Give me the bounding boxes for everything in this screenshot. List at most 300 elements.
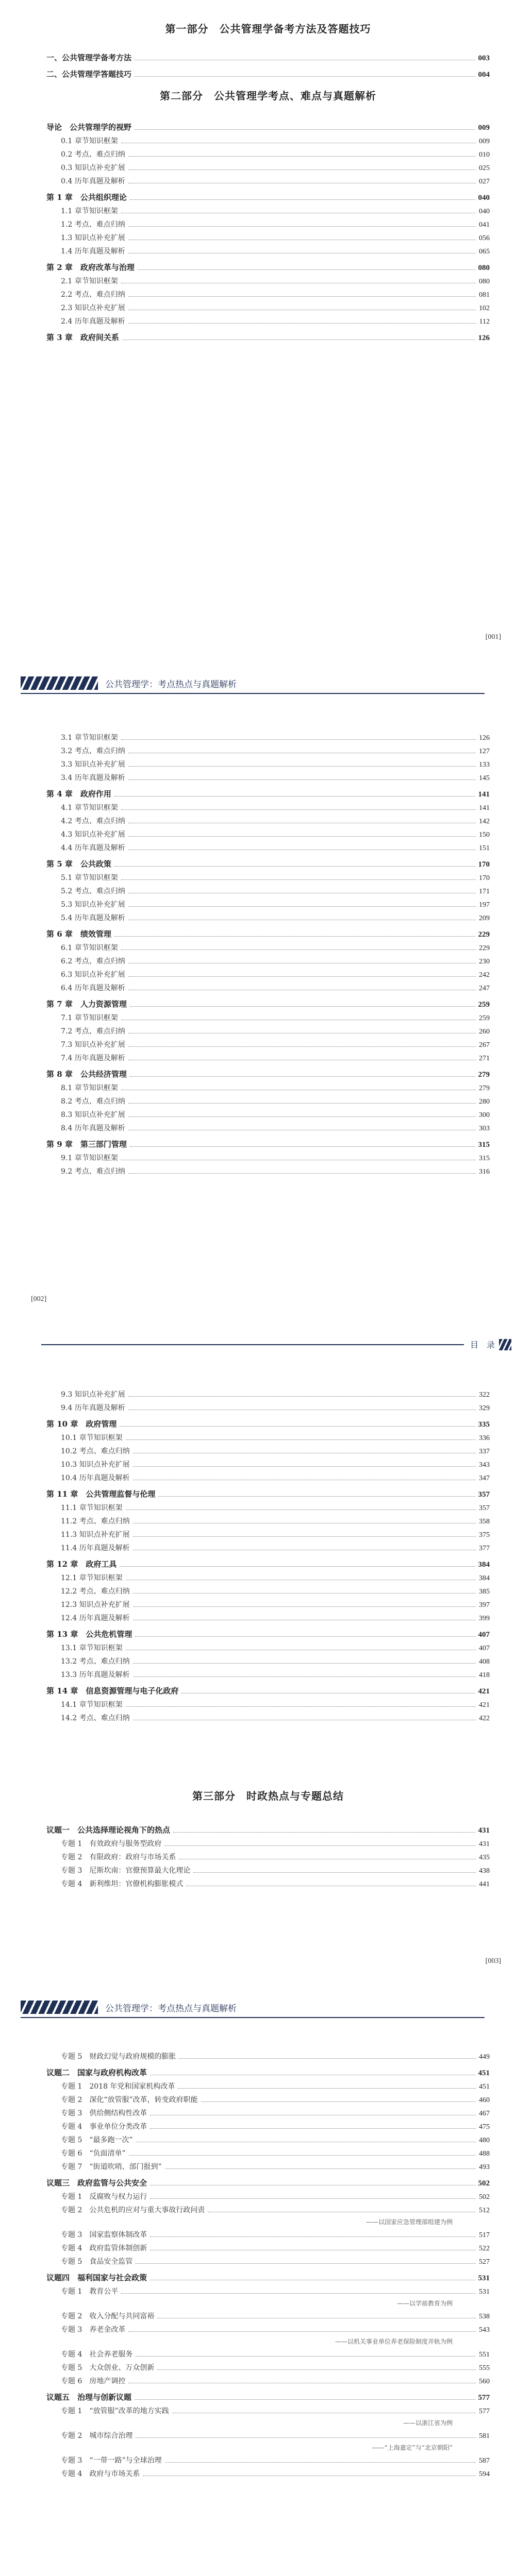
toc-entry[interactable]: [46, 729, 490, 742]
toc-entry-title: 3.1 章节知识框架: [61, 734, 118, 742]
toc-entry-page: 170: [479, 874, 490, 882]
toc-entry[interactable]: [46, 1583, 490, 1596]
toc-entry[interactable]: [46, 2240, 490, 2253]
toc-entry[interactable]: [46, 1456, 490, 1469]
toc-entry-page: 229: [478, 930, 490, 939]
toc-entry[interactable]: [46, 2465, 490, 2479]
toc-entry-title: 专题 3 养老金改革: [61, 2326, 126, 2334]
toc-entry-title: 专题 4 新利维坦：官僚机构膨胀模式: [61, 1880, 184, 1888]
toc-entry-page: 142: [479, 818, 490, 825]
toc-entry-page: 102: [479, 304, 490, 312]
dot-leader: [128, 836, 476, 837]
dot-leader: [114, 866, 475, 867]
page-number: [002]: [31, 1295, 47, 1303]
toc-entry[interactable]: [46, 839, 490, 853]
toc-entry[interactable]: [46, 159, 490, 173]
toc-entry[interactable]: [46, 2091, 490, 2105]
toc-subtitle: [46, 2441, 490, 2452]
part-1-title: 第一部分 公共管理学备考方法及答题技巧: [165, 23, 371, 35]
toc-entry-page: 397: [479, 1601, 490, 1609]
toc-entry[interactable]: [46, 2452, 490, 2465]
running-header: [21, 676, 237, 690]
toc-entry[interactable]: [46, 1639, 490, 1653]
dot-leader: [128, 766, 476, 767]
toc-entry[interactable]: [46, 2078, 490, 2091]
toc-entry[interactable]: [46, 243, 490, 256]
toc-entry-title: 10.2 考点、难点归纳: [61, 1447, 130, 1455]
toc-entry[interactable]: [46, 1469, 490, 1483]
toc-page-1: [0, 0, 532, 662]
toc-entry-page: 449: [479, 2053, 490, 2061]
toc-entry-page: 594: [479, 2470, 490, 2478]
toc-entry-page: 080: [479, 278, 490, 285]
part-3-section: [46, 1788, 490, 1803]
toc-entry-title: 2.4 历年真题及解析: [61, 317, 125, 326]
toc-entry-title: 议题二 国家与政府机构改革: [46, 2068, 147, 2077]
toc-entry-page: 027: [479, 178, 490, 185]
toc-entry[interactable]: [46, 2427, 490, 2441]
toc-entry[interactable]: [46, 216, 490, 229]
toc-entry-page: 230: [479, 958, 490, 965]
dot-leader: [133, 1676, 476, 1677]
toc-entry[interactable]: [46, 2321, 490, 2334]
toc-entry-title: 6.3 知识点补充扩展: [61, 971, 125, 979]
toc-entry-title: 4.1 章节知识框架: [61, 804, 118, 812]
dot-leader: [130, 199, 475, 200]
toc-entry[interactable]: [46, 783, 490, 799]
toc-entry[interactable]: [46, 2105, 490, 2118]
toc-entry[interactable]: [46, 2172, 490, 2188]
toc-entry-page: 375: [479, 1531, 490, 1539]
toc-entry[interactable]: [46, 1666, 490, 1680]
toc-entry[interactable]: [46, 1513, 490, 1526]
toc-entry-title: 专题 2 收入分配与共同富裕: [61, 2312, 155, 2320]
toc-entry[interactable]: [46, 883, 490, 896]
toc-entry-title: 专题 2 城市综合治理: [61, 2432, 133, 2440]
toc-page-3: [0, 1324, 532, 1986]
toc-entry[interactable]: [46, 1163, 490, 1176]
dot-leader: [136, 2263, 476, 2264]
toc-entry[interactable]: [46, 299, 490, 313]
toc-entry[interactable]: [46, 273, 490, 286]
toc-entry-title: 2.1 章节知识框架: [61, 277, 118, 285]
toc-entry-page: 438: [479, 1867, 490, 1875]
toc-entry-page: 056: [479, 234, 490, 242]
toc-entry-title: 专题 6 “负面清单”: [61, 2149, 126, 2158]
toc-entry[interactable]: [46, 1623, 490, 1639]
toc-entry[interactable]: [46, 939, 490, 953]
toc-entry-page: 279: [479, 1084, 490, 1092]
toc-subtitle: [46, 2215, 490, 2226]
toc-entry[interactable]: [46, 313, 490, 326]
dot-leader: [165, 2462, 476, 2463]
toc-entry-page: 502: [479, 2193, 490, 2201]
toc-entry[interactable]: [46, 202, 490, 216]
toc-entry[interactable]: [46, 1862, 490, 1875]
toc-entry-title: 3.2 考点、难点归纳: [61, 747, 125, 755]
dot-leader: [135, 129, 475, 130]
toc-entry[interactable]: [46, 1696, 490, 1709]
toc-entry-title: 第 7 章 人力资源管理: [46, 999, 127, 1009]
toc-entry[interactable]: [46, 1443, 490, 1456]
toc-entry[interactable]: [46, 116, 490, 132]
toc-entry-title: 13.3 历年真题及解析: [61, 1671, 130, 1679]
toc-entry-page: 408: [479, 1658, 490, 1666]
toc-entry[interactable]: [46, 756, 490, 769]
page-number: [003]: [485, 1957, 501, 1965]
toc-entry-title: 4.2 考点、难点归纳: [61, 817, 125, 825]
toc-entry-title: 5.2 考点、难点归纳: [61, 887, 125, 895]
toc-entry-title: 专题 3 国家监察体制改革: [61, 2231, 147, 2239]
toc-entry[interactable]: [46, 826, 490, 839]
toc-entry[interactable]: [46, 2158, 490, 2172]
toc-entry-title: 10.1 章节知识框架: [61, 1434, 123, 1442]
toc-entry-title: 7.2 考点、难点归纳: [61, 1027, 125, 1036]
toc-entry-page: 337: [479, 1448, 490, 1455]
toc-entry-title: 11.4 历年真题及解析: [61, 1544, 130, 1552]
toc-entry-title: 专题 1 教育公平: [61, 2287, 119, 2296]
toc-entry[interactable]: [46, 1553, 490, 1569]
toc-entry[interactable]: [46, 2226, 490, 2240]
toc-entry[interactable]: [46, 1483, 490, 1499]
toc-entry[interactable]: [46, 1063, 490, 1079]
dot-leader: [133, 1466, 476, 1467]
header-mark: 目 录: [470, 1341, 495, 1350]
toc-entry-title: 5.1 章节知识框架: [61, 874, 118, 882]
toc-entry-page: 040: [479, 208, 490, 215]
toc-entry[interactable]: [46, 1653, 490, 1666]
toc-entry[interactable]: [46, 46, 490, 63]
toc-entry[interactable]: [46, 1819, 490, 1835]
dot-leader: [138, 269, 475, 270]
dot-leader: [129, 2155, 476, 2156]
toc-entry[interactable]: [46, 1133, 490, 1149]
toc-entry[interactable]: [46, 2346, 490, 2359]
toc-entry[interactable]: [46, 286, 490, 299]
toc-entry-title: 12.4 历年真题及解析: [61, 1614, 130, 1622]
toc-entry-title: 3.4 历年真题及解析: [61, 774, 125, 782]
toc-entry[interactable]: [46, 1093, 490, 1106]
toc-entry-page: 141: [479, 804, 490, 812]
toc-entry-page: 551: [479, 2351, 490, 2359]
toc-entry[interactable]: [46, 1849, 490, 1862]
toc-entry[interactable]: [46, 1386, 490, 1399]
toc-entry-page: 531: [479, 2288, 490, 2296]
toc-entry-page: 527: [479, 2258, 490, 2266]
toc-entry-page: 315: [479, 1155, 490, 1162]
toc-entry-title: 7.1 章节知识框架: [61, 1014, 118, 1022]
toc-entry[interactable]: [46, 1023, 490, 1036]
toc-entry-title: 2.3 知识点补充扩展: [61, 304, 125, 312]
toc-entry[interactable]: [46, 2359, 490, 2372]
toc-entry[interactable]: [46, 1709, 490, 1723]
dot-leader: [128, 1116, 476, 1117]
toc-entry-page: 151: [479, 844, 490, 852]
toc-subtitle: [46, 2296, 490, 2308]
toc-entry-title: 专题 4 政府与市场关系: [61, 2470, 140, 2478]
toc-entry-title: 4.4 历年真题及解析: [61, 844, 125, 852]
part-2-title: 第二部分 公共管理学考点、难点与真题解析: [160, 90, 376, 102]
header-stripes-decoration: [21, 676, 98, 690]
toc-entry-page: 460: [479, 2096, 490, 2104]
toc-entry-title: 9.1 章节知识框架: [61, 1154, 118, 1162]
toc-entry-page: 267: [479, 1041, 490, 1049]
toc-entry-title: 专题 6 房地产调控: [61, 2377, 126, 2385]
toc-entry-title: 1.1 章节知识框架: [61, 207, 118, 215]
toc-entry-page: 475: [479, 2123, 490, 2131]
toc-entry-title: 第 6 章 绩效管理: [46, 929, 111, 939]
dot-leader: [121, 879, 476, 880]
toc-entry-page: 145: [479, 774, 490, 782]
toc-entry-title: 专题 4 政府监管体制创新: [61, 2244, 147, 2252]
toc-entry[interactable]: [46, 2131, 490, 2145]
toc-entry-title: 9.2 考点、难点归纳: [61, 1167, 125, 1176]
toc-entry-title: 14.2 考点、难点归纳: [61, 1714, 130, 1722]
part-1-section: [46, 21, 490, 36]
toc-entry[interactable]: [46, 326, 490, 343]
toc-page-4: [0, 1986, 532, 2576]
toc-entry[interactable]: [46, 229, 490, 243]
toc-entry-title: 议题五 治理与创新议题: [46, 2393, 132, 2402]
toc-entry-page: 384: [478, 1561, 490, 1569]
toc-entry[interactable]: [46, 1106, 490, 1120]
toc-entry-page: 407: [478, 1631, 490, 1639]
dot-leader: [128, 976, 476, 977]
toc-entry-title: ——“上海嘉定”与“北京朝阳”: [372, 2444, 453, 2451]
toc-entry[interactable]: [46, 953, 490, 966]
header-stripes-decoration: [21, 2001, 98, 2014]
toc-entry[interactable]: [46, 1526, 490, 1539]
toc-entry-page: 065: [479, 248, 490, 256]
toc-entry-page: 229: [479, 944, 490, 952]
toc-entry-title: 第 3 章 政府间关系: [46, 333, 119, 342]
toc-entry[interactable]: [46, 979, 490, 993]
toc-list: [46, 2048, 490, 2479]
toc-entry[interactable]: [46, 2201, 490, 2215]
toc-entry-title: 专题 3 供给侧结构性改革: [61, 2109, 147, 2117]
toc-entry-title: 第 8 章 公共经济管理: [46, 1070, 127, 1079]
toc-entry-page: 407: [479, 1645, 490, 1652]
header-title: 公共管理学：考点热点与真题解析: [105, 679, 237, 689]
toc-entry[interactable]: [46, 2188, 490, 2201]
toc-entry-page: 126: [478, 334, 490, 342]
toc-entry-page: 560: [479, 2378, 490, 2385]
dot-leader: [133, 1606, 476, 1607]
toc-entry-page: 358: [479, 1518, 490, 1526]
dot-leader: [128, 1396, 476, 1397]
toc-entry-title: 8.1 章节知识框架: [61, 1084, 118, 1092]
toc-entry[interactable]: [46, 1399, 490, 1413]
toc-entry[interactable]: [46, 799, 490, 812]
toc-entry-title: 0.2 考点、难点归纳: [61, 150, 125, 159]
toc-entry-title: 10.4 历年真题及解析: [61, 1474, 130, 1482]
toc-entry-title: 4.3 知识点补充扩展: [61, 831, 125, 839]
toc-entry-title: 0.1 章节知识框架: [61, 137, 118, 145]
dot-leader: [114, 936, 475, 937]
toc-entry-title: 议题三 政府监管与公共安全: [46, 2178, 147, 2188]
toc-entry-title: 专题 2 深化“放管服”改革，转变政府职能: [61, 2096, 198, 2104]
toc-entry-page: 303: [479, 1125, 490, 1132]
toc-entry-page: 300: [479, 1111, 490, 1119]
toc-entry-page: 347: [479, 1475, 490, 1482]
toc-entry-page: 384: [479, 1574, 490, 1582]
toc-entry[interactable]: [46, 869, 490, 883]
toc-entry-title: 12.3 知识点补充扩展: [61, 1601, 130, 1609]
toc-page-2: [0, 662, 532, 1324]
toc-entry[interactable]: [46, 742, 490, 756]
dot-leader: [173, 1832, 475, 1833]
dot-leader: [128, 2331, 476, 2332]
toc-entry-title: 议题一 公共选择理论视角下的热点: [46, 1825, 171, 1835]
toc-entry[interactable]: [46, 1036, 490, 1049]
toc-entry[interactable]: [46, 1009, 490, 1023]
toc-entry-page: 577: [479, 2408, 490, 2415]
toc-entry-page: 197: [479, 901, 490, 909]
toc-entry-page: 421: [478, 1687, 490, 1696]
toc-entry[interactable]: [46, 2308, 490, 2321]
toc-entry[interactable]: [46, 1413, 490, 1429]
toc-entry[interactable]: [46, 923, 490, 939]
dot-leader: [136, 2356, 476, 2357]
toc-entry[interactable]: [46, 1609, 490, 1623]
toc-entry[interactable]: [46, 1429, 490, 1443]
running-header: [41, 1338, 511, 1350]
toc-entry-page: 316: [479, 1168, 490, 1176]
toc-entry-title: 第 11 章 公共管理监督与伦理: [46, 1489, 156, 1499]
toc-entry[interactable]: [46, 1049, 490, 1063]
toc-entry-title: 专题 3 “一带一路”与全球治理: [61, 2456, 162, 2465]
toc-entry-page: 009: [479, 138, 490, 145]
toc-entry-title: 1.4 历年真题及解析: [61, 247, 125, 256]
toc-entry-title: 第 4 章 政府作用: [46, 789, 111, 799]
toc-entry[interactable]: [46, 186, 490, 202]
toc-subtitle: [46, 2334, 490, 2346]
dot-leader: [133, 1593, 476, 1594]
toc-entry[interactable]: [46, 1499, 490, 1513]
toc-entry[interactable]: [46, 1079, 490, 1093]
toc-list: [46, 116, 490, 343]
toc-entry-page: 209: [479, 914, 490, 922]
toc-entry-page: 488: [479, 2150, 490, 2158]
toc-entry-page: 335: [478, 1420, 490, 1429]
dot-leader: [135, 76, 475, 77]
toc-entry-page: 126: [479, 734, 490, 742]
toc-entry[interactable]: [46, 993, 490, 1009]
toc-entry-title: 专题 4 事业单位分类改革: [61, 2123, 147, 2131]
toc-entry-title: 1.3 知识点补充扩展: [61, 234, 125, 242]
running-header: [21, 2001, 237, 2014]
toc-entry[interactable]: [46, 1875, 490, 1889]
toc-subtitle: [46, 2416, 490, 2427]
toc-entry[interactable]: [46, 1596, 490, 1609]
dot-leader: [158, 1496, 475, 1497]
toc-entry[interactable]: [46, 2283, 490, 2296]
toc-entry[interactable]: [46, 853, 490, 869]
toc-entry[interactable]: [46, 2145, 490, 2158]
toc-entry-page: 581: [479, 2432, 490, 2440]
toc-list: [46, 46, 490, 79]
dot-leader: [128, 1103, 476, 1104]
toc-entry-title: 第 10 章 政府管理: [46, 1419, 117, 1429]
part-3-title: 第三部分 时政热点与专题总结: [192, 1790, 344, 1802]
toc-entry-page: 040: [478, 194, 490, 202]
toc-entry-page: 112: [479, 318, 490, 326]
toc-entry[interactable]: [46, 2253, 490, 2266]
toc-entry-page: 009: [478, 124, 490, 132]
toc-entry[interactable]: [46, 63, 490, 79]
toc-entry-title: 11.3 知识点补充扩展: [61, 1531, 130, 1539]
toc-entry[interactable]: [46, 2372, 490, 2386]
toc-entry-page: 399: [479, 1615, 490, 1622]
toc-entry[interactable]: [46, 173, 490, 186]
toc-entry-title: 6.2 考点、难点归纳: [61, 957, 125, 965]
toc-entry-page: 315: [478, 1141, 490, 1149]
toc-entry-page: 502: [478, 2179, 490, 2188]
toc-entry[interactable]: [46, 2402, 490, 2416]
toc-entry-page: 418: [479, 1671, 490, 1679]
dot-leader: [126, 1439, 476, 1440]
toc-entry-title: 专题 2 公共危机的应对与重大事故行政问责: [61, 2206, 205, 2214]
toc-entry[interactable]: [46, 1569, 490, 1583]
toc-entry-title: 第 12 章 政府工具: [46, 1560, 117, 1569]
toc-entry[interactable]: [46, 2061, 490, 2078]
toc-entry-page: 127: [479, 748, 490, 755]
toc-entry[interactable]: [46, 2048, 490, 2061]
dot-leader: [121, 2293, 476, 2294]
toc-entry-page: 421: [479, 1701, 490, 1709]
toc-entry[interactable]: [46, 812, 490, 826]
toc-entry[interactable]: [46, 769, 490, 783]
toc-entry[interactable]: [46, 132, 490, 146]
toc-entry-page: 422: [479, 1715, 490, 1722]
toc-entry-title: 专题 7 “街道吹哨、部门报到”: [61, 2163, 162, 2171]
toc-entry-title: 第 1 章 公共组织理论: [46, 193, 127, 202]
toc-entry-page: 377: [479, 1545, 490, 1552]
dot-leader: [150, 2128, 476, 2129]
toc-entry[interactable]: [46, 146, 490, 159]
toc-entry[interactable]: [46, 896, 490, 909]
header-stripes-decoration: [499, 1339, 511, 1350]
toc-entry[interactable]: [46, 2118, 490, 2131]
toc-entry-title: 二、公共管理学答题技巧: [46, 70, 132, 79]
dot-leader: [193, 1872, 476, 1873]
toc-entry-page: 041: [479, 221, 490, 229]
toc-entry-page: 171: [479, 888, 490, 895]
dot-leader: [120, 1566, 475, 1567]
toc-entry[interactable]: [46, 2386, 490, 2402]
toc-entry[interactable]: [46, 2266, 490, 2283]
toc-entry-title: 一、公共管理学备考方法: [46, 53, 132, 62]
toc-entry[interactable]: [46, 966, 490, 979]
toc-entry[interactable]: [46, 1835, 490, 1849]
toc-entry[interactable]: [46, 256, 490, 273]
toc-entry-title: 专题 5 食品安全监管: [61, 2258, 133, 2266]
header-rule: [21, 2017, 485, 2018]
toc-entry-page: 259: [479, 1014, 490, 1022]
toc-entry[interactable]: [46, 1539, 490, 1553]
header-rule: [21, 693, 485, 694]
toc-entry-page: 336: [479, 1434, 490, 1442]
toc-entry-page: 357: [479, 1504, 490, 1512]
toc-entry-title: 第 9 章 第三部门管理: [46, 1140, 127, 1149]
toc-entry[interactable]: [46, 1120, 490, 1133]
toc-entry[interactable]: [46, 1149, 490, 1163]
toc-entry-title: 第 2 章 政府改革与治理: [46, 263, 135, 272]
dot-leader: [120, 1426, 475, 1427]
toc-entry[interactable]: [46, 909, 490, 923]
toc-entry[interactable]: [46, 1680, 490, 1696]
toc-entry-title: ——以机关事业单位养老保险制度并轨为例: [335, 2338, 453, 2345]
